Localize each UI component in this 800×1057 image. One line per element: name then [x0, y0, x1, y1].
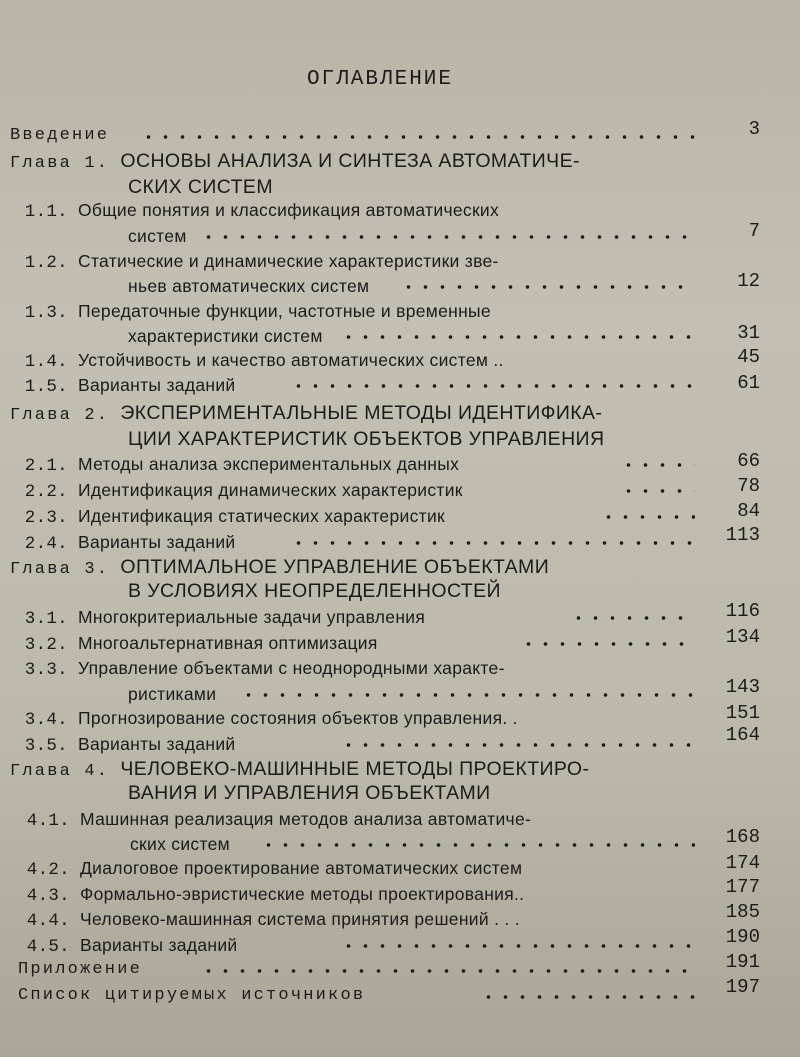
chapter-title-cont: ЦИИ ХАРАКТЕРИСТИК ОБЪЕКТОВ УПРАВЛЕНИЯ [128, 428, 605, 450]
toc-entry-intro [10, 126, 109, 145]
leader-dots [140, 134, 695, 140]
page-number: 61 [737, 372, 760, 394]
leader-dots [400, 284, 695, 290]
leader-dots [340, 742, 695, 748]
page-number: 197 [725, 976, 760, 998]
leader-dots [520, 641, 695, 647]
section-title: Варианты заданий [78, 532, 236, 552]
page-number: 134 [725, 626, 760, 648]
page-number: 191 [725, 951, 760, 973]
chapter-title: ЭКСПЕРИМЕНТАЛЬНЫЕ МЕТОДЫ ИДЕНТИФИКА- [120, 402, 603, 424]
chapter-label: Глава 3. [10, 560, 110, 579]
section-number: 2.2. [24, 482, 68, 502]
section-number: 2.4. [24, 534, 68, 554]
section-title: Статические и динамические характеристики зве- [78, 251, 499, 271]
entry-label: Приложение [18, 960, 143, 979]
page-number: 116 [725, 600, 760, 622]
section-number: 4.5. [26, 937, 70, 957]
page-number: 151 [725, 702, 760, 724]
section-title: Методы анализа экспериментальных данных [78, 454, 460, 474]
chapter-label: Глава 2. [10, 406, 110, 425]
page-number: 174 [725, 852, 760, 874]
section-title-cont: систем [128, 226, 187, 246]
toc-entry-3-4 [10, 708, 518, 730]
toc-entry-1-4 [10, 350, 504, 372]
section-title: Идентификация динамических характеристик [78, 480, 463, 500]
section-title: Варианты заданий [78, 734, 236, 754]
section-title: Варианты заданий [80, 935, 238, 955]
leader-dots [340, 943, 695, 949]
section-number: 1.1. [24, 202, 68, 222]
toc-entry-3-2 [10, 633, 378, 655]
toc-entry-2-1 [10, 454, 459, 476]
leader-dots [200, 234, 695, 240]
chapter-title: ОСНОВЫ АНАЛИЗА И СИНТЕЗА АВТОМАТИЧЕ- [120, 150, 580, 172]
section-title: Многоальтернативная оптимизация [78, 633, 378, 653]
toc-entry-2-2 [10, 480, 463, 502]
section-title: Варианты заданий [78, 375, 236, 395]
section-number: 1.4. [24, 352, 68, 372]
toc-entry-2-3 [10, 506, 445, 528]
page-number: 185 [725, 901, 760, 923]
page-number: 177 [725, 876, 760, 898]
leader-dots [200, 968, 695, 974]
section-number: 2.1. [24, 456, 68, 476]
page-number: 164 [725, 724, 760, 746]
page-number: 31 [737, 322, 760, 344]
section-title: Общие понятия и классификация автоматических [78, 200, 500, 220]
leader-dots [570, 615, 695, 621]
page-number: 3 [748, 118, 760, 140]
page-number: 12 [737, 270, 760, 292]
section-number: 4.4. [26, 911, 70, 931]
section-title-cont: ньев автоматических систем [128, 276, 370, 296]
leader-dots [620, 462, 695, 468]
section-title: Многокритериальные задачи управления [78, 607, 426, 627]
leader-dots [240, 692, 695, 698]
chapter-1-heading [10, 150, 580, 173]
section-number: 3.3. [24, 660, 68, 680]
leader-dots [480, 994, 695, 1000]
section-title: Устойчивость и качество автоматических систем .. [78, 350, 504, 370]
section-title-cont: характеристики систем [128, 326, 323, 346]
leader-dots [340, 334, 695, 340]
page-number: 66 [737, 450, 760, 472]
leader-dots [290, 540, 695, 546]
entry-label: Введение [10, 126, 110, 145]
toc-entry-4-1 [12, 809, 531, 831]
leader-dots [260, 842, 695, 848]
toc-entry-4-4 [12, 909, 520, 931]
section-number: 4.2. [26, 860, 70, 880]
page-number: 7 [748, 220, 760, 242]
page-number: 168 [725, 826, 760, 848]
chapter-title-cont: ВАНИЯ И УПРАВЛЕНИЯ ОБЪЕКТАМИ [128, 782, 491, 804]
section-title: Человеко-машинная система принятия решений . . . [80, 909, 520, 929]
toc-entry-4-5 [12, 935, 237, 957]
section-number: 4.3. [26, 886, 70, 906]
leader-dots [620, 488, 695, 494]
toc-entry-1-3 [10, 301, 491, 323]
chapter-4-heading [10, 758, 589, 781]
section-number: 3.4. [24, 710, 68, 730]
section-number: 1.2. [24, 253, 68, 273]
section-number: 3.2. [24, 635, 68, 655]
toc-entry-2-4 [10, 532, 235, 554]
section-title: Передаточные функции, частотные и временные [78, 301, 491, 321]
page-number: 190 [725, 926, 760, 948]
page-number: 78 [737, 475, 760, 497]
chapter-title: ЧЕЛОВЕКО-МАШИННЫЕ МЕТОДЫ ПРОЕКТИРО- [120, 758, 590, 780]
page-number: 113 [725, 524, 760, 546]
chapter-title: ОПТИМАЛЬНОЕ УПРАВЛЕНИЕ ОБЪЕКТАМИ [120, 556, 550, 578]
toc-entry-references [18, 986, 365, 1005]
toc-entry-3-1 [10, 607, 425, 629]
toc-entry-3-3 [10, 658, 505, 680]
section-number: 3.1. [24, 609, 68, 629]
section-title: Прогнозирование состояния объектов управления. . [78, 708, 518, 728]
section-title: Машинная реализация методов анализа автоматиче- [80, 809, 532, 829]
section-number: 2.3. [24, 508, 68, 528]
page-title: ОГЛАВЛЕНИЕ [306, 68, 454, 91]
chapter-label: Глава 1. [10, 154, 110, 173]
section-number: 1.3. [24, 303, 68, 323]
toc-entry-1-5 [10, 375, 235, 397]
toc-entry-3-5 [10, 734, 235, 756]
section-title: Диалоговое проектирование автоматических систем [80, 858, 523, 878]
page-number: 84 [737, 500, 760, 522]
chapter-2-heading [10, 402, 602, 425]
chapter-3-heading [10, 556, 549, 579]
chapter-title-cont: В УСЛОВИЯХ НЕОПРЕДЕЛЕННОСТЕЙ [128, 580, 501, 602]
leader-dots [600, 514, 695, 520]
section-number: 1.5. [24, 377, 68, 397]
section-title: Идентификация статических характеристик [78, 506, 445, 526]
section-title-cont: ристиками [128, 684, 217, 704]
section-title-cont: ских систем [130, 834, 230, 854]
toc-entry-appendix [18, 960, 142, 979]
toc-entry-1-1 [10, 200, 499, 222]
toc-entry-4-3 [12, 884, 524, 906]
toc-entry-4-2 [12, 858, 522, 880]
section-title: Формально-эвристические методы проектирования.. [80, 884, 525, 904]
leader-dots [290, 383, 695, 389]
section-number: 3.5. [24, 736, 68, 756]
toc-entry-1-2 [10, 251, 499, 273]
chapter-label: Глава 4. [10, 762, 110, 781]
section-number: 4.1. [26, 811, 70, 831]
chapter-title-cont: СКИХ СИСТЕМ [128, 176, 273, 198]
page-number: 45 [737, 346, 760, 368]
page-number: 143 [725, 676, 760, 698]
entry-label: Список цитируемых источников [18, 986, 366, 1005]
section-title: Управление объектами с неоднородными характе- [78, 658, 505, 678]
